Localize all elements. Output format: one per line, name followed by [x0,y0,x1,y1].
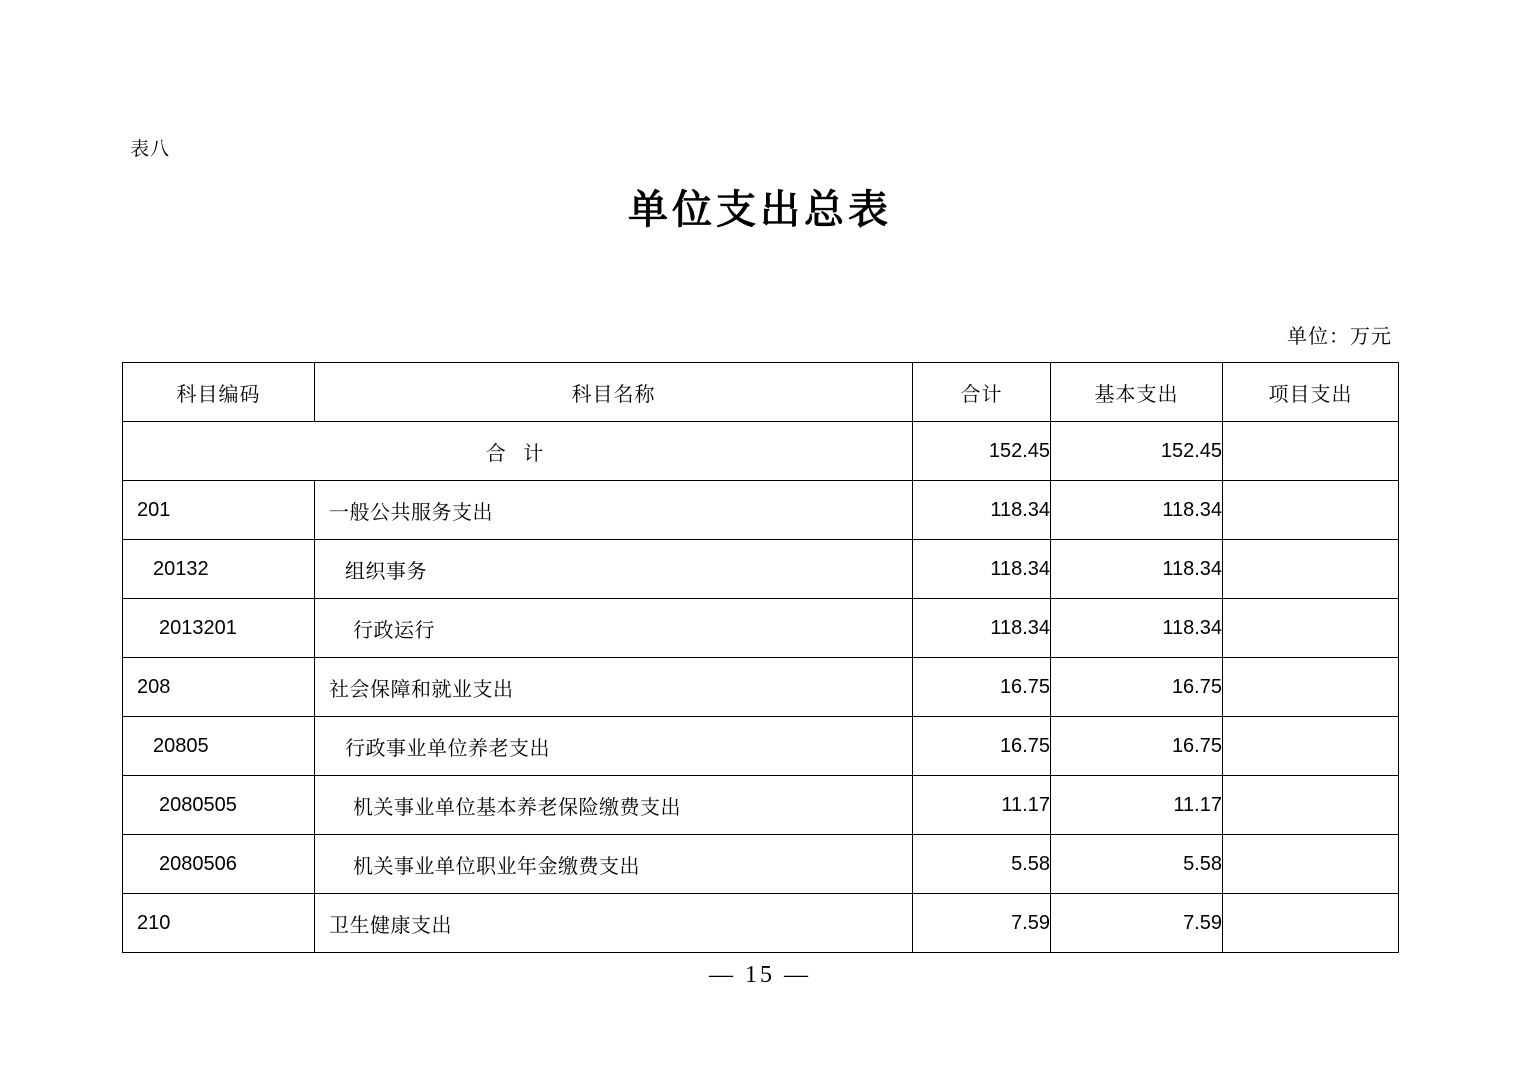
unit-note: 单位：万元 [1287,326,1392,348]
cell-code: 2013201 [123,599,315,658]
cell-name: 行政运行 [315,599,913,658]
summary-project [1223,422,1399,481]
cell-code: 201 [123,481,315,540]
column-header-total: 合计 [913,363,1051,422]
cell-basic: 16.75 [1051,658,1223,717]
cell-name: 卫生健康支出 [315,894,913,953]
cell-project [1223,481,1399,540]
cell-project [1223,835,1399,894]
cell-code: 2080505 [123,776,315,835]
table-header-row [123,363,1399,422]
cell-basic: 118.34 [1051,599,1223,658]
column-header-basic: 基本支出 [1051,363,1223,422]
table-row [123,717,1399,776]
cell-basic: 118.34 [1051,540,1223,599]
cell-project [1223,540,1399,599]
cell-name: 组织事务 [315,540,913,599]
cell-name: 机关事业单位职业年金缴费支出 [315,835,913,894]
cell-total: 118.34 [913,540,1051,599]
cell-basic: 11.17 [1051,776,1223,835]
cell-project [1223,776,1399,835]
cell-total: 11.17 [913,776,1051,835]
cell-basic: 16.75 [1051,717,1223,776]
cell-total: 7.59 [913,894,1051,953]
summary-total: 152.45 [913,422,1051,481]
cell-name: 一般公共服务支出 [315,481,913,540]
cell-total: 118.34 [913,481,1051,540]
cell-total: 16.75 [913,658,1051,717]
table-row [123,540,1399,599]
summary-basic: 152.45 [1051,422,1223,481]
cell-project [1223,599,1399,658]
table-row [123,658,1399,717]
table-row-summary [123,422,1399,481]
table-row [123,599,1399,658]
cell-code: 20805 [123,717,315,776]
column-header-project: 项目支出 [1223,363,1399,422]
cell-code: 208 [123,658,315,717]
cell-project [1223,894,1399,953]
cell-basic: 118.34 [1051,481,1223,540]
page-title: 单位支出总表 [628,187,892,232]
cell-project [1223,658,1399,717]
expenditure-table [122,362,1399,953]
cell-total: 16.75 [913,717,1051,776]
table-label: 表八 [130,139,171,160]
cell-total: 118.34 [913,599,1051,658]
cell-name: 行政事业单位养老支出 [315,717,913,776]
cell-name: 社会保障和就业支出 [315,658,913,717]
cell-code: 210 [123,894,315,953]
cell-basic: 5.58 [1051,835,1223,894]
table-row [123,481,1399,540]
column-header-name: 科目名称 [315,363,913,422]
cell-code: 2080506 [123,835,315,894]
cell-basic: 7.59 [1051,894,1223,953]
cell-project [1223,717,1399,776]
cell-total: 5.58 [913,835,1051,894]
cell-name: 机关事业单位基本养老保险缴费支出 [315,776,913,835]
summary-label: 合 计 [123,422,913,481]
cell-code: 20132 [123,540,315,599]
table-row [123,835,1399,894]
table-row [123,776,1399,835]
column-header-code: 科目编码 [123,363,315,422]
page-number: — 15 — [709,962,811,988]
table-row [123,894,1399,953]
